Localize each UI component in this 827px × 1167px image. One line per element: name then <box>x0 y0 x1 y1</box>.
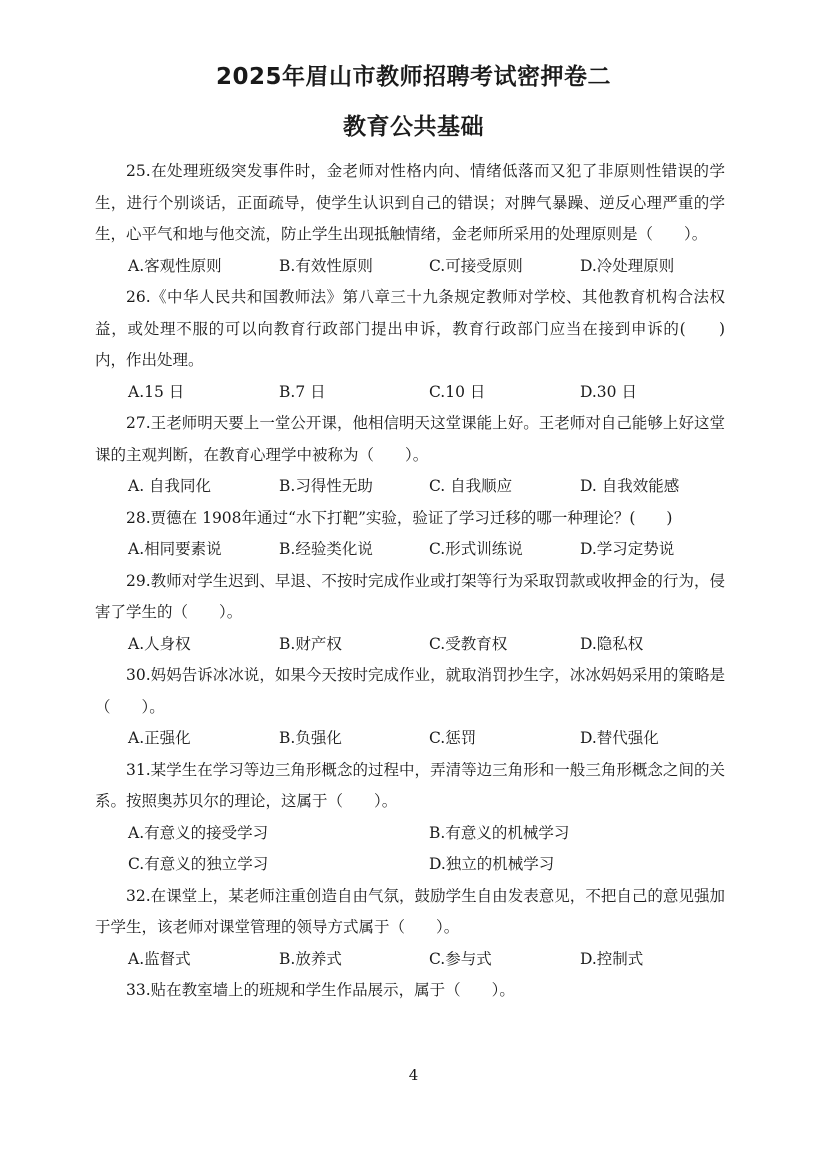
option-b: B.经验类化说 <box>279 540 373 558</box>
option-row <box>95 251 725 283</box>
option-row <box>95 849 725 881</box>
option-c: C.惩罚 <box>429 729 477 747</box>
question-text: 30.妈妈告诉冰冰说，如果今天按时完成作业，就取消罚抄生字，冰冰妈妈采用的策略是（ ）。 <box>95 666 725 716</box>
question-text: 29.教师对学生迟到、早退、不按时完成作业或打架等行为采取罚款或收押金的行为，侵害了学生的（ ）。 <box>95 571 725 621</box>
question-text: 27.王老师明天要上一堂公开课，他相信明天这堂课能上好。王老师对自己能够上好这堂课的主观判断，在教育心理学中被称为（ ）。 <box>95 414 725 464</box>
option-c: C.参与式 <box>429 949 492 968</box>
exam-title: 2025年眉山市教师招聘考试密押卷二 <box>215 64 611 90</box>
option-b: B.财产权 <box>279 634 342 653</box>
option-row <box>95 471 725 503</box>
option-a: A.客观性原则 <box>128 256 222 275</box>
option-d: D.隐私权 <box>580 634 644 653</box>
question-text: 25.在处理班级突发事件时，金老师对性格内向、情绪低落而又犯了非原则性错误的学生，进行个别谈话，正面疏导，使学生认识到自己的错误；对脾气暴躁、逆反心理严重的学生，心平气和地与他交流，防止学生出现抵触情绪，金老师所采用的处理原则是（ ）。 <box>95 162 725 243</box>
option-row <box>95 723 725 755</box>
option-row <box>95 534 725 566</box>
option-b: B.7 日 <box>279 382 326 401</box>
option-d: D.独立的机械学习 <box>429 855 555 873</box>
option-row <box>95 944 725 976</box>
option-c: C.形式训练说 <box>429 540 523 558</box>
option-row <box>95 818 725 850</box>
option-row <box>95 377 725 409</box>
option-b: B.有意义的机械学习 <box>429 823 570 842</box>
option-c: C. 自我顺应 <box>429 477 513 495</box>
option-d: D.冷处理原则 <box>580 256 675 275</box>
page-number: 4 <box>408 1066 419 1084</box>
option-a: A.15 日 <box>128 382 185 401</box>
exam-subject: 教育公共基础 <box>343 114 484 140</box>
option-d: D.控制式 <box>580 949 644 968</box>
question-text: 28.贾德在 1908年通过“水下打靶”实验，验证了学习迁移的哪一种理论？( ) <box>126 508 673 527</box>
option-a: A.相同要素说 <box>128 540 222 558</box>
question-text: 26.《中华人民共和国教师法》第八章三十九条规定教师对学校、其他教育机构合法权益，或处理不服的可以向教育行政部门提出申诉，教育行政部门应当在接到申诉的( )内，作出处理。 <box>95 288 725 369</box>
option-c: C.受教育权 <box>429 634 508 653</box>
question-list <box>95 156 725 1007</box>
option-a: A.有意义的接受学习 <box>128 823 269 842</box>
option-c: C.10 日 <box>429 382 486 401</box>
option-row <box>95 629 725 661</box>
option-b: B.习得性无助 <box>279 477 373 495</box>
question-text: 31.某学生在学习等边三角形概念的过程中，弄清等边三角形和一般三角形概念之间的关系。按照奥苏贝尔的理论，这属于（ ）。 <box>95 760 725 810</box>
option-a: A. 自我同化 <box>128 477 212 495</box>
option-d: D.学习定势说 <box>580 540 675 558</box>
question-text: 33.贴在教室墙上的班规和学生作品展示，属于（ ）。 <box>126 981 515 999</box>
option-d: D.替代强化 <box>580 729 659 747</box>
option-a: A.监督式 <box>128 949 191 968</box>
option-d: D. 自我效能感 <box>580 477 680 495</box>
option-b: B.负强化 <box>279 729 342 747</box>
option-c: C.有意义的独立学习 <box>128 855 269 873</box>
option-b: B.有效性原则 <box>279 256 373 275</box>
option-a: A.人身权 <box>128 634 191 653</box>
option-b: B.放养式 <box>279 949 342 968</box>
question-text: 32.在课堂上，某老师注重创造自由气氛，鼓励学生自由发表意见，不把自己的意见强加于学生，该老师对课堂管理的领导方式属于（ ）。 <box>95 886 725 936</box>
option-c: C.可接受原则 <box>429 256 523 275</box>
option-d: D.30 日 <box>580 382 637 401</box>
option-a: A.正强化 <box>128 729 191 747</box>
